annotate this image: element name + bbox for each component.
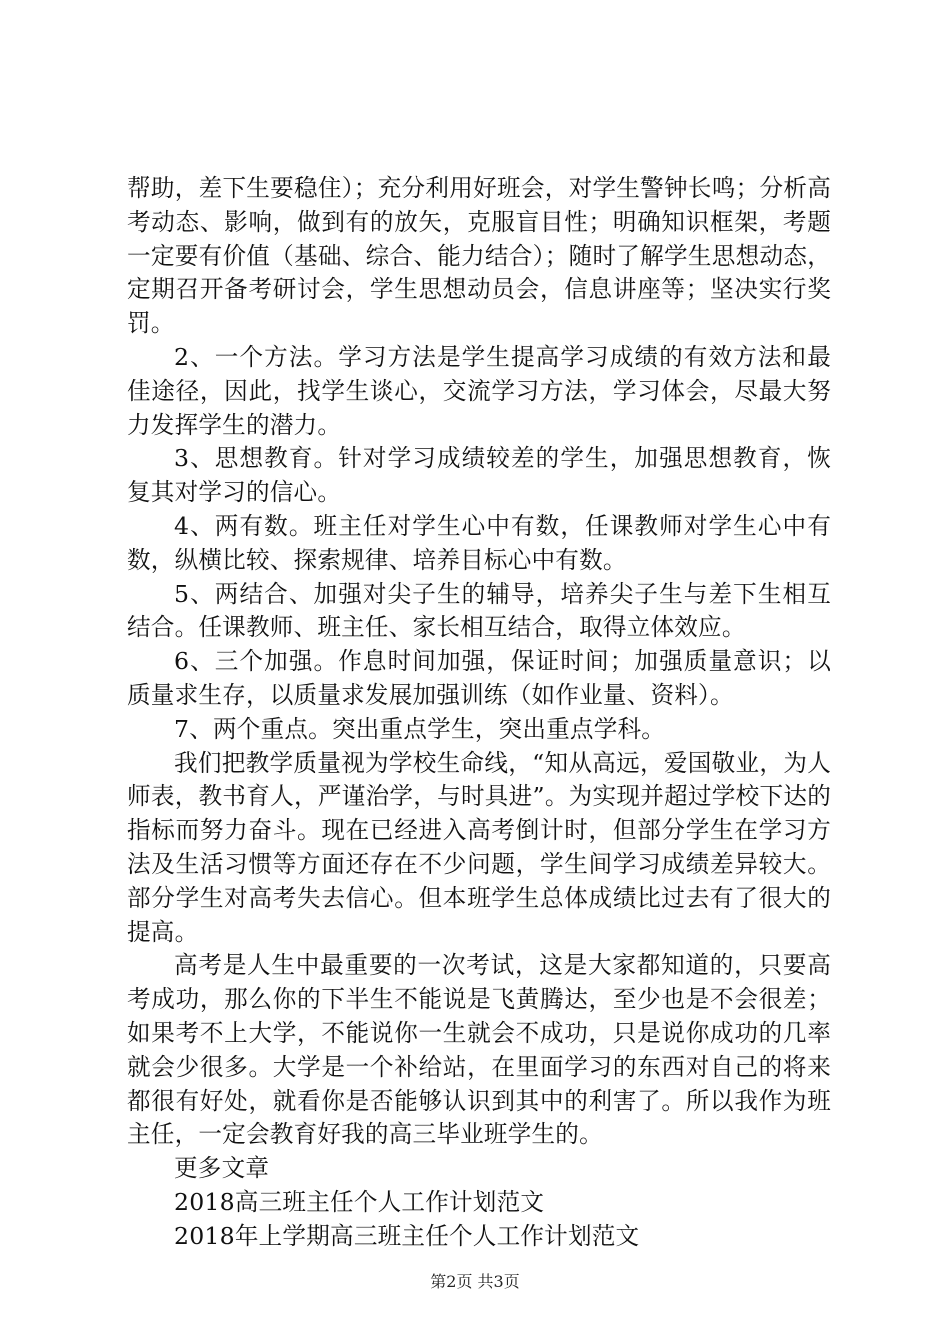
page-footer <box>0 1272 950 1292</box>
page-indicator: 第2页 共3页 <box>430 1272 520 1291</box>
paragraph-continuation: 帮助，差下生要稳住）；充分利用好班会，对学生警钟长鸣；分析高考动态、影响，做到有的放矢，克服盲目性；明确知识框架，考题一定要有价值（基础、综合、能力结合）；随时了解学生思想动态，定期召开备考研讨会，学生思想动员会，信息讲座等；坚决实行奖罚。 <box>127 174 831 338</box>
more-article-link[interactable]: 2018年上学期高三班主任个人工作计划范文 <box>174 1221 640 1250</box>
more-articles <box>127 1152 831 1253</box>
more-articles-heading: 更多文章 <box>174 1154 270 1183</box>
document-body <box>127 172 831 1254</box>
paragraph-gaokao: 高考是人生中最重要的一次考试，这是大家都知道的，只要高考成功，那么你的下半生不能说是飞黄腾达，至少也是不会很差；如果考不上大学，不能说你一生就会不成功，只是说你成功的几率就会少很多。大学是一个补给站，在里面学习的东西对自己的将来都很有好处，就看你是否能够认识到其中的利害了。所以我作为班主任，一定会教育好我的高三毕业班学生的。 <box>127 951 831 1149</box>
paragraph-ideology: 3、思想教育。针对学习成绩较差的学生，加强思想教育，恢复其对学习的信心。 <box>127 444 831 507</box>
paragraph-two-clear: 4、两有数。班主任对学生心中有数，任课教师对学生心中有数，纵横比较、探索规律、培养目标心中有数。 <box>127 511 831 574</box>
paragraph-three-strengthen: 6、三个加强。作息时间加强，保证时间；加强质量意识；以质量求生存，以质量求发展加强训练（如作业量、资料）。 <box>127 647 831 709</box>
more-article-link[interactable]: 2018高三班主任个人工作计划范文 <box>174 1187 545 1216</box>
paragraph-two-focus: 7、两个重点。突出重点学生，突出重点学科。 <box>174 714 666 743</box>
paragraph-two-combine: 5、两结合、加强对尖子生的辅导，培养尖子生与差下生相互结合。任课教师、班主任、家长相互结合，取得立体效应。 <box>127 579 831 642</box>
paragraph-quality: 我们把教学质量视为学校生命线，“知从高远，爱国敬业，为人师表，教书育人，严谨治学，与时具进”。为实现并超过学校下达的指标而努力奋斗。现在已经进入高考倒计时，但部分学生在学习方法及生活习惯等方面还存在不少问题，学生间学习成绩差异较大。部分学生对高考失去信心。但本班学生总体成绩比过去有了很大的提高。 <box>127 748 831 946</box>
paragraph-method: 2、一个方法。学习方法是学生提高学习成绩的有效方法和最佳途径，因此，找学生谈心，交流学习方法，学习体会，尽最大努力发挥学生的潜力。 <box>127 342 831 439</box>
